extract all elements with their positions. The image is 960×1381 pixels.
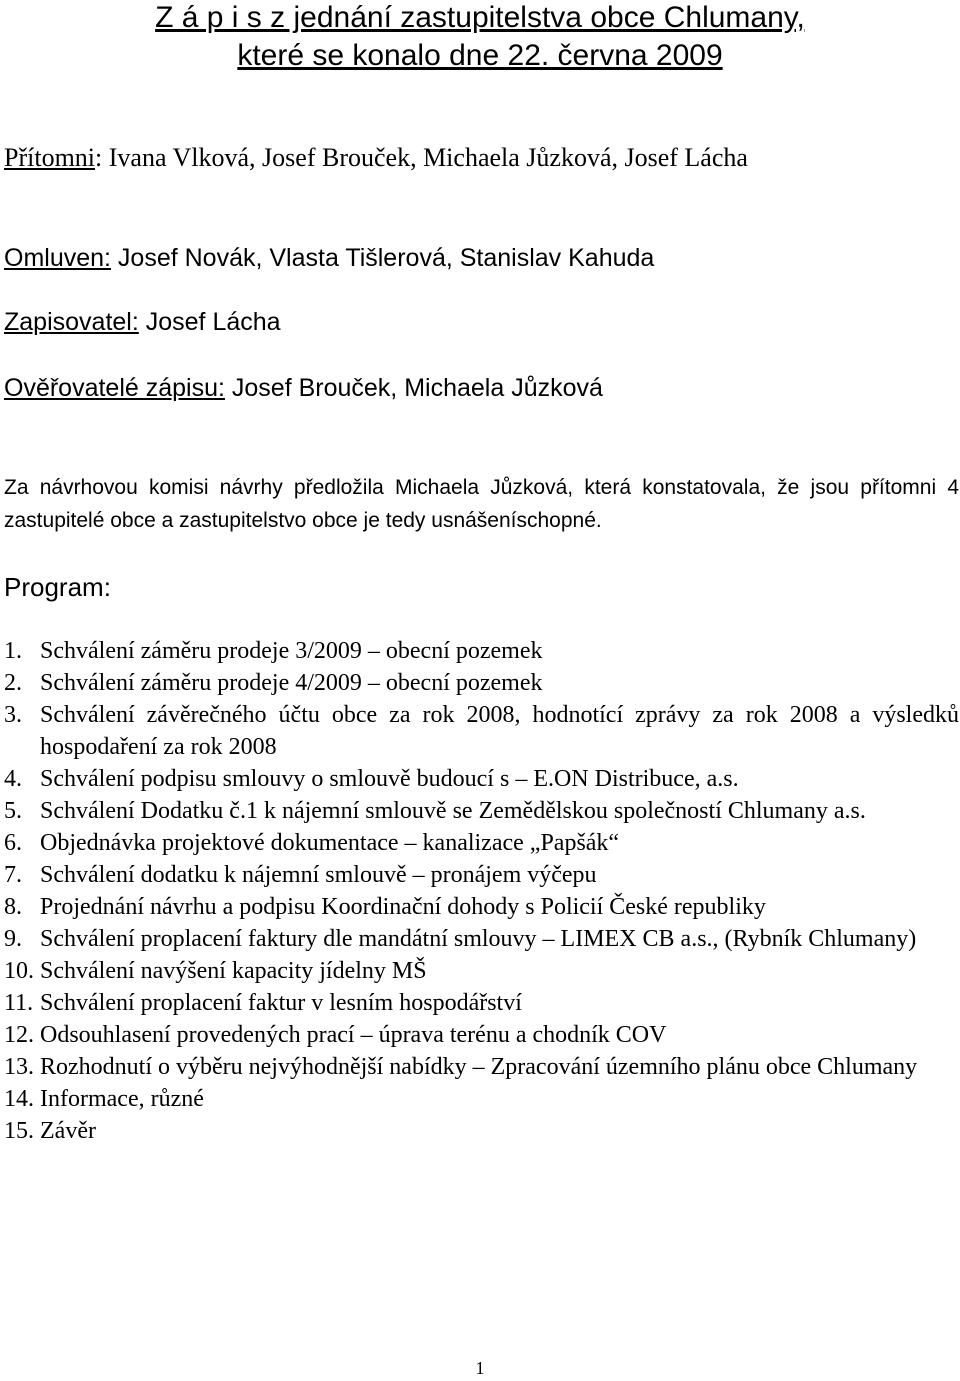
verifiers-label: Ověřovatelé zápisu: [4, 374, 225, 402]
program-item-text: Rozhodnutí o výběru nejvýhodnější nabídky – Zpracování územního plánu obce Chlumany [40, 1054, 918, 1080]
program-item [4, 1083, 959, 1115]
program-item-number: 15. [4, 1118, 34, 1144]
program-item-number: 14. [4, 1086, 34, 1112]
recorder-name: Josef Lácha [138, 308, 281, 336]
program-item [4, 1019, 959, 1051]
program-list [4, 635, 959, 1147]
document-title-line-2: které se konalo dne 22. června 2009 [237, 39, 723, 72]
present-label: Přítomni [4, 143, 96, 172]
program-item-number: 5. [4, 798, 22, 824]
program-item-number: 1. [4, 638, 22, 664]
program-item-text: Schválení závěrečného účtu obce za rok 2008, hodnotící zprávy za rok 2008 a výsledků hospodaření za rok 2008 [40, 702, 959, 760]
program-item-number: 12. [4, 1022, 34, 1048]
program-item [4, 859, 959, 891]
page-number: 1 [475, 1358, 485, 1378]
program-item-number: 3. [4, 702, 22, 728]
intro-paragraph: Za návrhovou komisi návrhy předložila Michaela Jůzková, která konstatovala, že jsou přítomni 4 zastupitelé obce a zastupitelstvo obce je tedy usnášeníschopné. [4, 476, 959, 532]
program-item-text: Schválení proplacení faktur v lesním hospodářství [40, 990, 522, 1016]
program-item-text: Schválení záměru prodeje 3/2009 – obecní pozemek [40, 638, 543, 664]
verifiers-names: Josef Brouček, Michaela Jůzková [224, 374, 603, 402]
program-item [4, 827, 959, 859]
excused-names: Josef Novák, Vlasta Tišlerová, Stanislav Kahuda [110, 244, 655, 272]
program-item-number: 8. [4, 894, 22, 920]
program-item [4, 923, 959, 955]
program-item [4, 667, 959, 699]
program-item [4, 987, 959, 1019]
program-item-text: Schválení Dodatku č.1 k nájemní smlouvě se Zemědělskou společností Chlumany a.s. [40, 798, 866, 824]
program-item-number: 6. [4, 830, 22, 856]
present-names: : Ivana Vlková, Josef Brouček, Michaela Jůzková, Josef Lácha [95, 143, 748, 172]
program-item-number: 2. [4, 670, 22, 696]
program-item [4, 763, 959, 795]
recorder-line [4, 307, 281, 337]
program-heading: Program: [4, 572, 111, 602]
program-item-text: Objednávka projektové dokumentace – kanalizace „Papšák“ [40, 830, 620, 856]
program-item-text: Odsouhlasení provedených prací – úprava terénu a chodník COV [40, 1022, 667, 1048]
program-item-text: Schválení proplacení faktury dle mandátní smlouvy – LIMEX CB a.s., (Rybník Chlumany) [40, 926, 917, 952]
program-item-number: 9. [4, 926, 22, 952]
program-item-number: 7. [4, 862, 22, 888]
document-title-line-1: Z á p i s z jednání zastupitelstva obce Chlumany, [155, 1, 805, 34]
program-item-number: 11. [4, 990, 34, 1016]
excused-label: Omluven: [4, 244, 111, 272]
program-item [4, 1115, 959, 1147]
verifiers-line [4, 373, 603, 403]
program-item-text: Schválení dodatku k nájemní smlouvě – pronájem výčepu [40, 862, 597, 888]
program-item [4, 1051, 959, 1083]
program-item [4, 955, 959, 987]
present-line [4, 143, 748, 173]
program-item-text: Projednání návrhu a podpisu Koordinační dohody s Policií České republiky [40, 894, 766, 920]
program-item-number: 13. [4, 1054, 34, 1080]
program-item-number: 10. [4, 958, 34, 984]
program-item [4, 795, 959, 827]
program-item-number: 4. [4, 766, 22, 792]
program-item [4, 635, 959, 667]
program-item-text: Informace, různé [40, 1086, 204, 1112]
program-item [4, 699, 959, 763]
program-item-text: Závěr [40, 1118, 96, 1144]
program-item-text: Schválení podpisu smlouvy o smlouvě budoucí s – E.ON Distribuce, a.s. [40, 766, 739, 792]
program-item [4, 891, 959, 923]
program-item-text: Schválení navýšení kapacity jídelny MŠ [40, 958, 427, 984]
recorder-label: Zapisovatel: [4, 308, 139, 336]
program-item-text: Schválení záměru prodeje 4/2009 – obecní pozemek [40, 670, 543, 696]
excused-line [4, 243, 654, 273]
